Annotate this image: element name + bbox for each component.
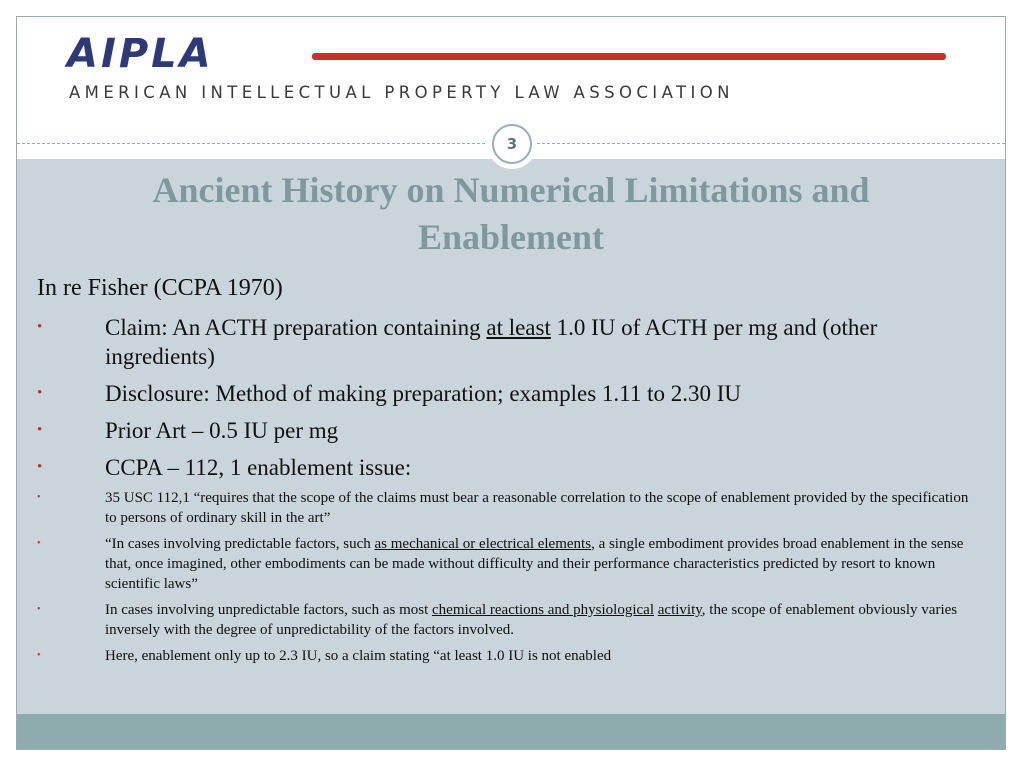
bullet-dot-icon: • [37,604,41,615]
sub-bullet-text: 35 USC 112,1 “requires that the scope of the claims must bear a reasonable correlation to the scope of enablement provided by the specification to persons of ordinary skill in the art” [105,490,969,526]
slide-title-line-1: Ancient History on Numerical Limitations and [152,170,870,210]
bullet-dot-icon: • [37,492,41,503]
sub-bullet-text: Here, enablement only up to 2.3 IU, so a claim stating “at least 1.0 IU is not enabled [105,648,612,664]
sub-bullet-underlined-text: as mechanical or electrical elements [374,536,592,552]
sub-bullet-text: In cases involving unpredictable factors, such as most [105,602,432,618]
case-subheading: In re Fisher (CCPA 1970) [37,275,283,301]
sub-bullet-underlined-text: chemical reactions and physiological [432,602,655,618]
sub-bullet-predictable [37,534,977,594]
bullet-text: CCPA – 112, 1 enablement issue: [105,455,412,480]
bullet-text: Disclosure: Method of making preparation; examples 1.11 to 2.30 IU [105,381,741,406]
slide [16,16,1006,750]
slide-number-badge: 3 [492,124,532,164]
bullet-disclosure [37,379,977,408]
sub-bullet-text: , a single embodiment provides broad enablement in the sense that, once imagined, other embodiments can be made without difficulty and their performance characteristics predicted by resort to known scientific laws” [105,536,964,592]
slide-title [17,167,1005,261]
bullet-text: Prior Art – 0.5 IU per mg [105,418,339,443]
bullet-prior-art [37,416,977,445]
main-bullet-list [37,313,977,490]
bullet-dot-icon: • [37,319,43,335]
bullet-dot-icon: • [37,459,43,475]
sub-bullet-here [37,646,977,666]
sub-bullet-list [37,488,977,672]
sub-bullet-unpredictable [37,600,977,640]
bullet-text: 1.0 IU of ACTH per mg and (other ingredients) [105,315,878,369]
bullet-dot-icon: • [37,385,43,401]
bullet-text: Claim: An ACTH preparation containing [105,315,487,340]
sub-bullet-usc [37,488,977,528]
aipla-logo-subtitle: AMERICAN INTELLECTUAL PROPERTY LAW ASSOCIATION [69,83,734,102]
sub-bullet-underlined-text: activity [657,602,702,618]
slide-title-line-2: Enablement [417,217,604,257]
bullet-ccpa [37,453,977,482]
bullet-dot-icon: • [37,538,41,549]
aipla-logo-wordmark: AIPLA [67,31,214,77]
bullet-underlined-text: at least [486,315,551,340]
footer-band [17,714,1005,749]
bullet-claim [37,313,977,371]
logo-red-bar [312,53,946,60]
sub-bullet-text: , the scope of enablement obviously varies inversely with the degree of unpredictability of the factors involved. [105,602,958,638]
bullet-dot-icon: • [37,650,41,661]
bullet-dot-icon: • [37,422,43,438]
sub-bullet-text: “In cases involving predictable factors, such [105,536,375,552]
